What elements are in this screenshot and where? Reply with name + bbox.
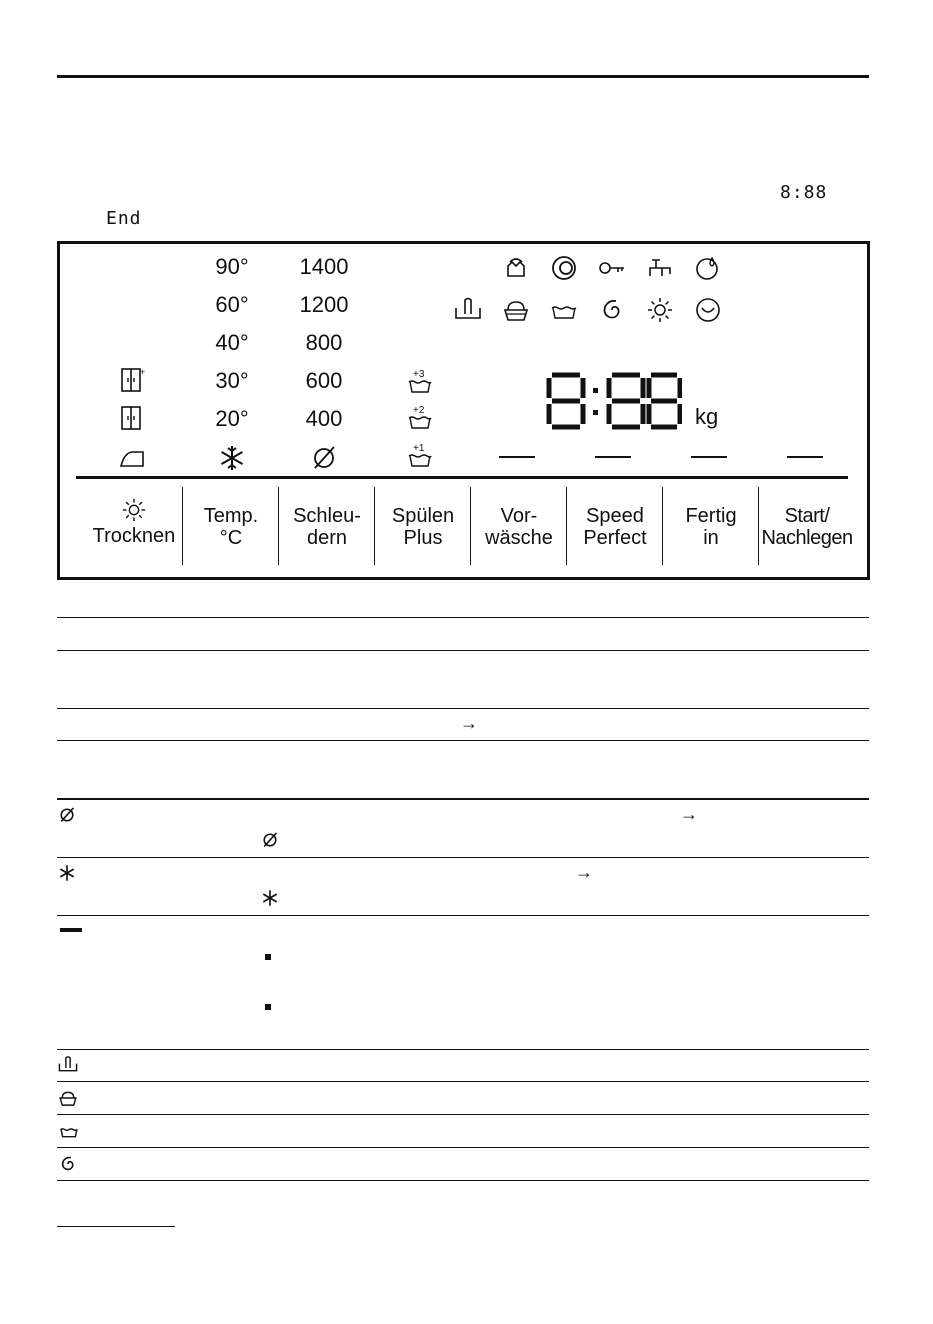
spin-icon bbox=[598, 296, 626, 324]
prewash-icon bbox=[454, 296, 482, 324]
svg-text:+1: +1 bbox=[413, 443, 425, 454]
indicator-dash-2 bbox=[595, 456, 631, 458]
button-label: Temp. bbox=[203, 505, 259, 527]
svg-text:+: + bbox=[140, 367, 146, 377]
button-label: Plus bbox=[403, 527, 443, 549]
rinse-plus1-icon bbox=[406, 442, 434, 470]
button-vorwaesche[interactable] bbox=[471, 487, 567, 565]
door-plus-icon bbox=[118, 366, 146, 394]
wash-icon bbox=[58, 1088, 78, 1108]
button-label: Trocknen bbox=[92, 525, 176, 547]
rinse-plus2-icon bbox=[406, 404, 434, 432]
button-label: Start/ bbox=[784, 505, 830, 527]
indicator-dash-4 bbox=[787, 456, 823, 458]
prewash-icon bbox=[58, 1055, 78, 1075]
time-glyph: 8:88 bbox=[780, 182, 828, 203]
svg-text:+3: +3 bbox=[413, 369, 425, 380]
table-rule bbox=[57, 1081, 869, 1082]
arrow-glyph: → bbox=[575, 862, 593, 882]
segment-display bbox=[546, 372, 682, 430]
drying-icon bbox=[646, 296, 674, 324]
dash-icon bbox=[60, 928, 82, 932]
button-label: Speed bbox=[586, 505, 644, 527]
button-label: °C bbox=[219, 527, 243, 549]
table-rule bbox=[57, 798, 869, 800]
rinse-hold-icon bbox=[694, 296, 722, 324]
table-rule bbox=[57, 708, 869, 709]
display-unit: kg bbox=[695, 404, 719, 429]
key-icon bbox=[598, 254, 626, 282]
button-spuelen-plus[interactable] bbox=[375, 487, 471, 565]
panel-divider bbox=[76, 476, 848, 479]
rinse-icon bbox=[550, 296, 578, 324]
snowflake-icon bbox=[58, 864, 76, 882]
table-rule bbox=[57, 740, 869, 741]
table-rule bbox=[57, 1147, 869, 1148]
button-trocknen[interactable] bbox=[86, 487, 182, 565]
button-label: Fertig bbox=[685, 505, 737, 527]
rinse-icon bbox=[58, 1121, 80, 1141]
table-rule bbox=[57, 857, 869, 858]
wash-icon bbox=[502, 296, 530, 324]
no-spin-icon bbox=[310, 444, 338, 472]
spin-1200: 1200 bbox=[299, 292, 349, 317]
detergent-dose-icon bbox=[694, 254, 722, 282]
rinse-plus3-icon bbox=[406, 368, 434, 396]
no-spin-icon bbox=[261, 831, 279, 849]
drum-clean-icon bbox=[550, 254, 578, 282]
bullet-icon bbox=[265, 1004, 271, 1010]
temp-60: 60° bbox=[215, 292, 249, 317]
svg-text:+2: +2 bbox=[413, 405, 425, 416]
button-label: dern bbox=[306, 527, 348, 549]
button-speed-perfect[interactable] bbox=[567, 487, 663, 565]
indicator-dash-1 bbox=[499, 456, 535, 458]
end-glyph: End bbox=[106, 208, 142, 229]
table-rule bbox=[57, 1114, 869, 1115]
button-label: Schleu- bbox=[293, 505, 361, 527]
door-icon bbox=[118, 404, 146, 432]
footnote-rule bbox=[57, 1226, 175, 1227]
button-temp[interactable] bbox=[183, 487, 279, 565]
bullet-icon bbox=[265, 954, 271, 960]
temp-90: 90° bbox=[215, 254, 249, 279]
spin-400: 400 bbox=[305, 406, 343, 431]
button-start-nachlegen[interactable] bbox=[759, 487, 855, 565]
arrow-glyph: → bbox=[460, 713, 478, 733]
button-label: in bbox=[703, 527, 719, 549]
temp-20: 20° bbox=[215, 406, 249, 431]
button-label: wäsche bbox=[485, 527, 553, 549]
iron-icon bbox=[118, 444, 146, 472]
spin-1400: 1400 bbox=[299, 254, 349, 279]
table-rule bbox=[57, 1180, 869, 1181]
childlock-icon bbox=[502, 254, 530, 282]
spin-800: 800 bbox=[305, 330, 343, 355]
button-label: Perfect bbox=[583, 527, 647, 549]
table-rule bbox=[57, 915, 869, 916]
button-label: Spülen bbox=[391, 505, 455, 527]
snowflake-icon bbox=[261, 889, 279, 907]
table-rule bbox=[57, 650, 869, 651]
button-label: Nachlegen bbox=[761, 527, 853, 549]
button-fertig-in[interactable] bbox=[663, 487, 759, 565]
temp-30: 30° bbox=[215, 368, 249, 393]
temp-40: 40° bbox=[215, 330, 249, 355]
spin-600: 600 bbox=[305, 368, 343, 393]
spin-icon bbox=[58, 1154, 78, 1174]
sun-icon bbox=[121, 497, 147, 523]
arrow-glyph: → bbox=[680, 804, 698, 824]
button-label: Vor- bbox=[500, 505, 538, 527]
indicator-dash-3 bbox=[691, 456, 727, 458]
top-rule bbox=[57, 75, 869, 78]
button-schleudern[interactable] bbox=[279, 487, 375, 565]
no-spin-icon bbox=[58, 806, 76, 824]
table-rule bbox=[57, 1049, 869, 1050]
table-rule bbox=[57, 617, 869, 618]
tap-icon bbox=[646, 254, 674, 282]
snowflake-icon bbox=[218, 444, 246, 472]
